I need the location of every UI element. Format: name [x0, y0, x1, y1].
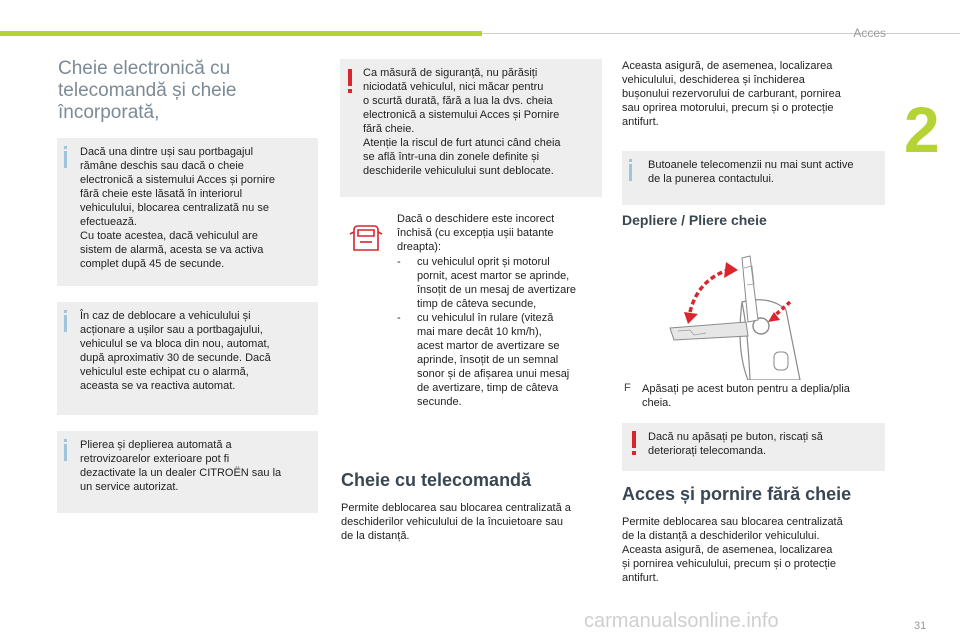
door-warning-list [397, 255, 602, 409]
header-accent-bar [0, 31, 482, 36]
warning-icon [632, 431, 636, 448]
page-title: Cheie electronică cu telecomandă și cheie încorporată, [58, 58, 237, 123]
warning-note-2 [622, 423, 885, 471]
info-icon [64, 315, 67, 332]
info-note-4-text: Butoanele telecomenzii nu mai sunt active de la punerea contactului. [648, 159, 854, 185]
watermark: carmanualsonline.info [584, 610, 779, 632]
warning-note [340, 59, 602, 197]
info-note-1-text: Dacă una dintre uși sau portbagajul rămâne deschis sau dacă o cheie electronică a sistemului Acces și pornire fără cheie este lăsată în interiorul vehiculului, blocarea centralizată nu se efectuează. Cu toate acestea, dacă vehiculul are sistem de alarmă, acesta se va activa complet după 45 de secunde. [80, 146, 276, 270]
chapter-number: 2 [904, 94, 940, 166]
section-title: Acces [853, 26, 886, 40]
list-item: - cu vehiculul în rulare (viteză mai mare decât 10 km/h), acest martor de avertizare se aprinde, însoțit de un semnal sonor și de afișarea unui mesaj de avertizare, timp de câteva secunde. [397, 312, 570, 408]
keyless-text: Permite deblocarea sau blocarea centralizată de la distanță a deschiderilor vehiculului. Aceasta asigură, de asemenea, localizarea și pornirea vehiculului, precum și o protecție antifurt. [622, 516, 843, 584]
step-bullet: F [624, 382, 631, 394]
remote-key-heading: Cheie cu telecomandă [341, 470, 532, 490]
info-icon [64, 444, 67, 461]
info-note-3 [57, 431, 318, 513]
warning-icon [348, 69, 352, 86]
list-item: - cu vehiculul oprit și motorul pornit, acest martor se aprinde, însoțit de un mesaj de avertizare timp de câteva secunde, [397, 256, 576, 310]
fold-key-heading: Depliere / Pliere cheie [622, 212, 767, 228]
keyless-heading: Acces și pornire fără cheie [622, 484, 852, 504]
remote-key-text: Permite deblocarea sau blocarea centralizată a deschiderilor vehiculului de la încuietoare sau de la distanță. [341, 502, 571, 542]
door-open-warning-icon [348, 220, 384, 256]
info-note-2-text: În caz de deblocare a vehiculului și acționare a ușilor sau a portbagajului, vehiculul se va bloca din nou, automat, după aproximativ 30 de secunde. Dacă vehiculul este echipat cu o alarmă, aceasta se va reactiva automat. [80, 310, 271, 392]
keyless-intro-text: Aceasta asigură, de asemenea, localizarea vehiculului, deschiderea și închiderea bușonului rezervorului de carburant, pornirea sau oprirea motorului, precum și o protecție antifurt. [622, 60, 841, 128]
warning-note-2-text: Dacă nu apăsați pe buton, riscați să deteriorați telecomanda. [648, 431, 823, 457]
door-warning-intro: Dacă o deschidere este incorect închisă (cu excepția ușii batante dreapta): [397, 213, 555, 253]
info-note-3-text: Plierea și deplierea automată a retrovizoarelor exterioare pot fi dezactivate la un dealer CITROËN sau la un service autorizat. [80, 439, 282, 493]
info-note-1 [57, 138, 318, 286]
fold-key-step: Apăsați pe acest buton pentru a deplia/plia cheia. [642, 383, 850, 409]
header-rule [482, 33, 960, 34]
info-icon [64, 151, 67, 168]
page-number: 31 [914, 620, 927, 632]
info-note-2 [57, 302, 318, 415]
warning-note-text: Ca măsură de siguranță, nu părăsiți niciodată vehiculul, nici măcar pentru o scurtă durată, fără a lua la dvs. cheia electronică a sistemului Acces și Pornire fără cheie. Atenție la riscul de furt atunci când cheia se află într-una din zonele definite și deschiderile vehiculului sunt deblocate. [363, 67, 561, 177]
info-icon [629, 164, 632, 181]
key-fold-illustration [650, 240, 820, 380]
info-note-4 [622, 151, 885, 205]
